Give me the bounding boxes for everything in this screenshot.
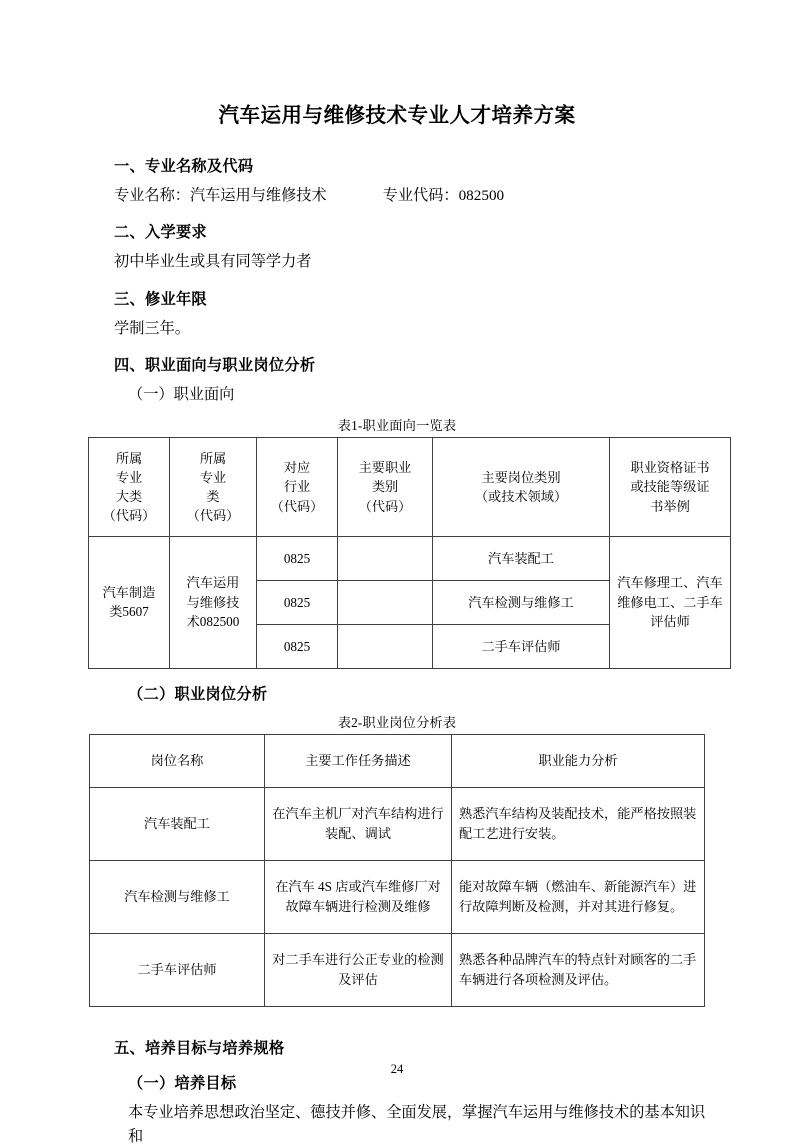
- table2-header-task: 主要工作任务描述: [265, 734, 452, 787]
- table1-cell-occupation-category: [338, 536, 433, 580]
- subsection-heading-4-2: （二）职业岗位分析: [128, 685, 268, 703]
- table2-header-row: [90, 734, 705, 787]
- table1-header-occupation-category: [338, 437, 433, 536]
- table1-cell-major-category: [89, 536, 170, 668]
- specialty-name: 专业名称：汽车运用与维修技术: [114, 186, 327, 204]
- table1-header-specialty-category: [170, 437, 257, 536]
- table2-caption: 表2-职业岗位分析表: [337, 714, 457, 730]
- section-heading-4: 四、职业面向与职业岗位分析: [114, 357, 316, 375]
- table1-header-industry: [257, 437, 338, 536]
- table2-cell-task: 在汽车主机厂对汽车结构进行装配、调试: [265, 787, 452, 860]
- specialty-name-code-line: [114, 184, 706, 208]
- table-row: [90, 933, 705, 1006]
- line: 评估师: [650, 614, 690, 630]
- section-heading-1: 一、专业名称及代码: [114, 157, 254, 175]
- table1-cell-occupation-category: [338, 624, 433, 668]
- line: 与维修技: [186, 594, 240, 610]
- table2-cell-task: 在汽车 4S 店或汽车维修厂对故障车辆进行检测及维修: [265, 860, 452, 933]
- table2-header-ability: 职业能力分析: [452, 734, 705, 787]
- line: 汽车修理工、汽车: [617, 574, 723, 590]
- line: 主要职业: [358, 460, 412, 476]
- table1-caption: 表1-职业面向一览表: [337, 417, 457, 433]
- table1-cell-post-category: 二手车评估师: [433, 624, 610, 668]
- table2-header-post-name: 岗位名称: [90, 734, 265, 787]
- line: 所属: [199, 450, 227, 466]
- table2-cell-ability: 熟悉汽车结构及装配技术，能严格按照装配工艺进行安装。: [452, 787, 705, 860]
- subsection-heading-4-1: （一）职业面向: [128, 386, 235, 404]
- table1-cell-post-category: 汽车检测与维修工: [433, 580, 610, 624]
- line: 书举例: [650, 498, 690, 514]
- table1-cell-post-category: 汽车装配工: [433, 536, 610, 580]
- table1-cell-occupation-category: [338, 580, 433, 624]
- table2-cell-ability: 熟悉各种品牌汽车的特点针对顾客的二手车辆进行各项检测及评估。: [452, 933, 705, 1006]
- table2-cell-task: 对二手车进行公正专业的检测及评估: [265, 933, 452, 1006]
- admission-requirement-text: 初中毕业生或具有同等学力者: [114, 253, 312, 271]
- line: 类5607: [109, 604, 149, 620]
- line: 主要岗位类别: [481, 469, 561, 485]
- line: （代码）: [270, 498, 324, 514]
- line: 类别: [371, 479, 399, 495]
- job-post-analysis-table: [89, 734, 705, 1007]
- table-row: [89, 536, 731, 580]
- table-row: [90, 860, 705, 933]
- line: （代码）: [358, 498, 412, 514]
- occupation-orientation-table: [88, 437, 731, 669]
- table1-header-row: [89, 437, 731, 536]
- table2-cell-ability: 能对故障车辆（燃油车、新能源汽车）进行故障判断及检测，并对其进行修复。: [452, 860, 705, 933]
- line: 类: [206, 488, 220, 504]
- line: （代码）: [102, 508, 156, 524]
- line: 职业资格证书: [630, 460, 710, 476]
- table1-cell-specialty: [170, 536, 257, 668]
- line: 专业: [115, 469, 143, 485]
- spacer: [88, 1007, 706, 1023]
- line: 对应: [283, 460, 311, 476]
- line: 汽车制造: [102, 584, 156, 600]
- section-heading-3: 三、修业年限: [114, 290, 207, 308]
- table2-cell-post-name: 二手车评估师: [90, 933, 265, 1006]
- table1-cell-certificates: [610, 536, 731, 668]
- line: 专业: [199, 469, 227, 485]
- line: 术082500: [186, 614, 240, 630]
- line: 汽车运用: [186, 574, 240, 590]
- specialty-code: 专业代码：082500: [382, 186, 505, 204]
- table-row: [90, 787, 705, 860]
- table2-cell-post-name: 汽车装配工: [90, 787, 265, 860]
- line: 维修电工、二手车: [617, 594, 723, 610]
- line: 或技能等级证: [630, 479, 710, 495]
- study-duration-text: 学制三年。: [114, 319, 190, 337]
- page-title: 汽车运用与维修技术专业人才培养方案: [218, 105, 576, 127]
- line: 大类: [115, 488, 143, 504]
- table1-header-certificates: [610, 437, 731, 536]
- table1-cell-industry-code: 0825: [257, 624, 338, 668]
- table1-header-major-category: [89, 437, 170, 536]
- table1-cell-industry-code: 0825: [257, 536, 338, 580]
- training-objective-text: 本专业培养思想政治坚定、德技并修、全面发展，掌握汽车运用与维修技术的基本知识和: [128, 1103, 706, 1145]
- table1-cell-industry-code: 0825: [257, 580, 338, 624]
- table1-header-post-category: [433, 437, 610, 536]
- line: （代码）: [186, 508, 240, 524]
- line: （或技术领域）: [474, 488, 568, 504]
- section-heading-2: 二、入学要求: [114, 224, 207, 242]
- subsection-heading-5-1: （一）培养目标: [128, 1074, 237, 1092]
- page-number: 24: [390, 1062, 404, 1076]
- table2-cell-post-name: 汽车检测与维修工: [90, 860, 265, 933]
- line: 所属: [115, 450, 143, 466]
- line: 行业: [283, 479, 311, 495]
- section-heading-5: 五、培养目标与培养规格: [114, 1039, 285, 1057]
